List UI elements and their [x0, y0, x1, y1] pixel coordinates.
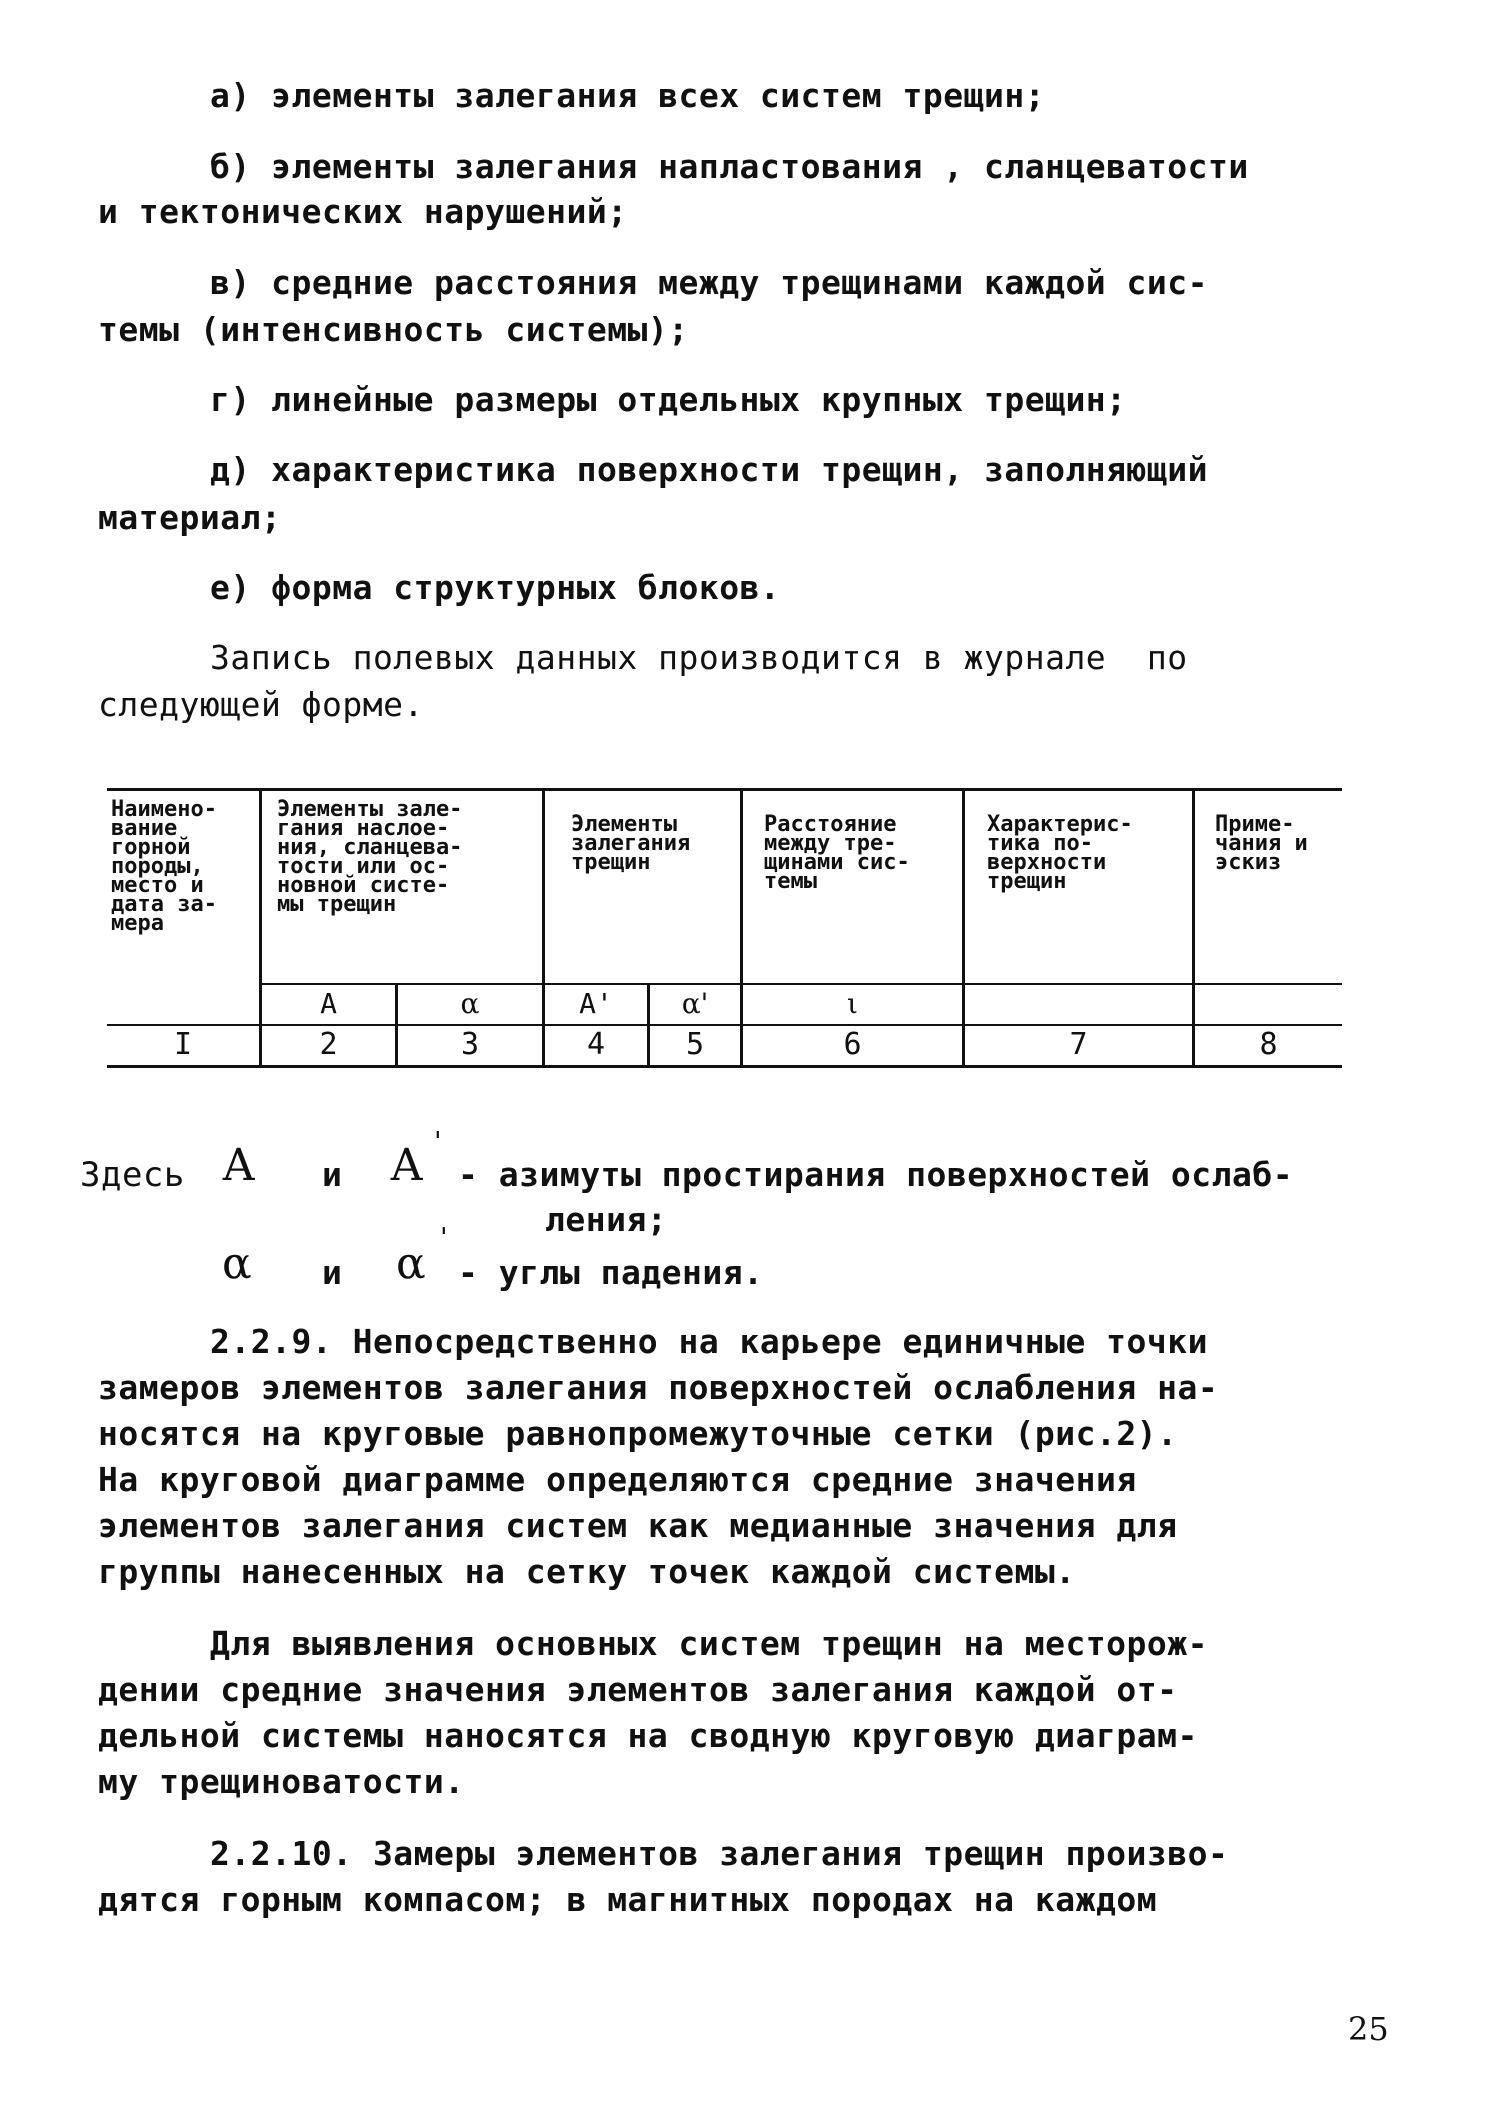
- section-2210-line1: 2.2.10. Замеры элементов залегания трещин произво-: [210, 1834, 1229, 1873]
- legend-symbol-a: А: [222, 1140, 256, 1191]
- legend-symbol-alpha-prime: α: [396, 1238, 427, 1289]
- legend-prime-mark: ': [430, 1127, 447, 1157]
- column-number-7: 7: [1069, 1027, 1088, 1062]
- header-crack-spacing: Расстояние между тре- щинами сис- темы: [764, 812, 910, 894]
- intro-line1: Запись полевых данных производится в журнале по: [210, 638, 1188, 677]
- column-number-5: 5: [685, 1027, 705, 1062]
- intro-line2: следующей форме.: [98, 685, 424, 724]
- list-item-b-line1: б) элементы залегания напластования , сланцеватости: [210, 147, 1249, 186]
- list-item-d-line1: д) характеристика поверхности трещин, заполняющий: [210, 450, 1209, 489]
- column-number-8: 8: [1259, 1027, 1278, 1062]
- table-top-border: [107, 788, 1342, 791]
- subheader-dip-angle-prime: α': [681, 987, 709, 1020]
- subheader-dip-angle: α: [460, 987, 480, 1020]
- para-main-line2: дении средние значения элементов залегания каждой от-: [98, 1670, 1178, 1709]
- legend-word: Здесь: [80, 1155, 185, 1195]
- col-divider-6: [962, 788, 965, 1068]
- header-bedding-elements: Элементы зале- гания наслое- ния, сланцева- тости или ос- новной систе- мы трещин: [277, 797, 463, 917]
- col-divider-3: [542, 788, 545, 1068]
- field-journal-table: [107, 788, 1342, 1068]
- table-subheader-border: [262, 983, 1342, 985]
- table-header-border: [107, 1024, 1342, 1026]
- para-main-line3: дельной системы наносятся на сводную круговую диаграм-: [98, 1716, 1198, 1755]
- col-divider-1: [259, 788, 262, 1068]
- header-notes: Приме- чания и эскиз: [1215, 812, 1308, 875]
- col-divider-5: [740, 788, 743, 1068]
- legend-desc-azimuth: - азимуты простирания поверхностей ослаб-: [458, 1155, 1294, 1194]
- legend-and-1: и: [322, 1155, 343, 1194]
- list-item-d-line2: материал;: [98, 498, 282, 537]
- legend-and-2: и: [322, 1253, 343, 1292]
- header-rock-name: Наимено- вание горной породы, место и дата за- мера: [111, 797, 217, 936]
- list-item-e: е) форма структурных блоков.: [210, 568, 781, 607]
- subheader-azimuth-prime: А': [579, 987, 613, 1020]
- para-main-line1: Для выявления основных систем трещин на месторож-: [210, 1624, 1209, 1663]
- column-number-2: 2: [319, 1027, 338, 1062]
- legend-symbol-alpha: α: [222, 1238, 253, 1289]
- list-item-v-line2: темы (интенсивность системы);: [98, 310, 689, 349]
- column-number-1: I: [173, 1027, 193, 1062]
- list-item-a: а) элементы залегания всех систем трещин;: [210, 76, 1046, 115]
- legend-desc-dip: - углы падения.: [458, 1253, 764, 1292]
- page-number: 25: [1348, 2010, 1389, 2048]
- col-divider-7: [1192, 788, 1195, 1068]
- section-229-line5: элементов залегания систем как медианные значения для: [98, 1506, 1178, 1545]
- legend-prime-mark-2: ': [436, 1223, 453, 1253]
- column-number-6: 6: [843, 1027, 862, 1062]
- subheader-spacing: ι: [847, 987, 858, 1020]
- header-crack-elements: Элементы залегания трещин: [571, 812, 691, 875]
- column-number-4: 4: [586, 1027, 606, 1062]
- section-2210-line2: дятся горным компасом; в магнитных породах на каждом: [98, 1880, 1158, 1919]
- header-surface-characteristics: Характерис- тика по- верхности трещин: [987, 812, 1133, 894]
- legend-symbol-a-prime: А: [390, 1140, 424, 1191]
- column-number-3: 3: [460, 1027, 480, 1062]
- section-229-line1: 2.2.9. Непосредственно на карьере единичные точки: [210, 1322, 1209, 1361]
- section-229-line4: На круговой диаграмме определяются средние значения: [98, 1460, 1137, 1499]
- legend-desc-azimuth-cont: ления;: [545, 1200, 668, 1239]
- para-main-line4: му трещиноватости.: [98, 1762, 465, 1801]
- list-item-g: г) линейные размеры отдельных крупных трещин;: [210, 380, 1127, 419]
- section-229-line3: носятся на круговые равнопромежуточные сетки (рис.2).: [98, 1414, 1178, 1453]
- table-bottom-border: [107, 1065, 1342, 1068]
- subheader-azimuth: А: [320, 987, 337, 1020]
- section-229-line6: группы нанесенных на сетку точек каждой системы.: [98, 1552, 1076, 1591]
- section-229-line2: замеров элементов залегания поверхностей ослабления на-: [98, 1368, 1219, 1407]
- list-item-v-line1: в) средние расстояния между трещинами каждой сис-: [210, 263, 1209, 302]
- list-item-b-line2: и тектонических нарушений;: [98, 192, 628, 231]
